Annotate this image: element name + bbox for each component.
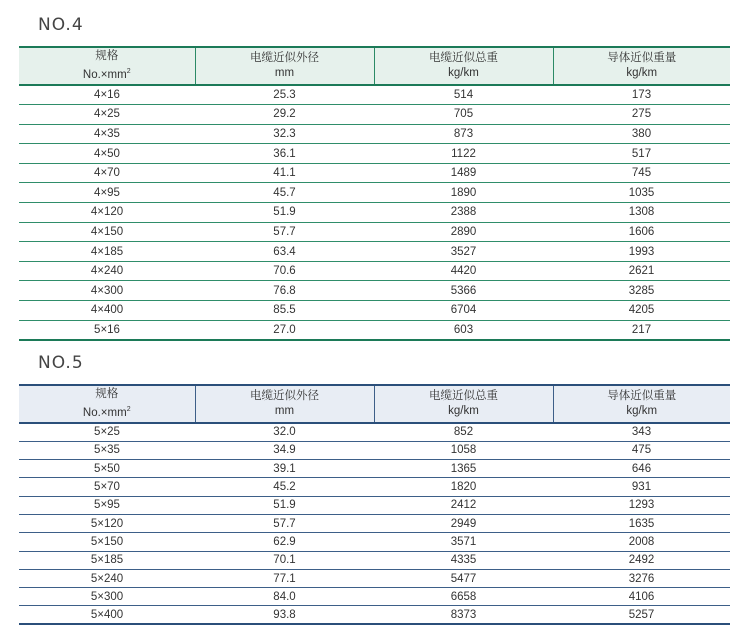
table-cell: 51.9 bbox=[273, 499, 296, 512]
table-cell: 4×185 bbox=[90, 245, 124, 258]
table-row bbox=[19, 183, 730, 203]
table-row bbox=[19, 551, 730, 569]
table-cell: 5×95 bbox=[94, 499, 120, 512]
table-cell: 1365 bbox=[450, 462, 477, 475]
table-cell: 5×150 bbox=[90, 535, 124, 548]
table-cell: 4×150 bbox=[90, 225, 124, 238]
unit-text: kg/km bbox=[448, 405, 479, 417]
table-row bbox=[19, 242, 730, 262]
table-row bbox=[19, 261, 730, 281]
column-header-unit bbox=[196, 404, 374, 419]
table-cell: 873 bbox=[453, 127, 474, 140]
table-cell: 4106 bbox=[628, 590, 655, 603]
table-cell: 4×300 bbox=[90, 284, 124, 297]
table-cell: 1890 bbox=[450, 186, 477, 199]
table-cell: 343 bbox=[631, 426, 652, 439]
table-cell: 27.0 bbox=[273, 323, 296, 336]
column-header-unit bbox=[375, 404, 553, 419]
table-cell: 4335 bbox=[450, 554, 477, 567]
table-cell: 931 bbox=[631, 481, 652, 494]
table-cell: 77.1 bbox=[273, 572, 296, 585]
table-cell: 1820 bbox=[450, 481, 477, 494]
table-row bbox=[19, 423, 730, 441]
table-cell: 4×25 bbox=[94, 108, 120, 121]
unit-text: No.×mm bbox=[82, 69, 127, 81]
column-header-title: 导体近似重量 bbox=[607, 390, 677, 402]
table-cell: 3285 bbox=[628, 284, 655, 297]
unit-text: kg/km bbox=[626, 405, 658, 417]
column-header bbox=[19, 47, 195, 85]
table-cell: 4×70 bbox=[94, 167, 120, 180]
table-row bbox=[19, 606, 730, 624]
unit-text: mm bbox=[274, 405, 295, 417]
table-cell: 4×240 bbox=[90, 265, 124, 278]
table-cell: 5×25 bbox=[94, 426, 120, 439]
table-cell: 2008 bbox=[628, 535, 655, 548]
table-row bbox=[19, 533, 730, 551]
table-cell: 1606 bbox=[628, 225, 655, 238]
table-cell: 5×400 bbox=[90, 608, 124, 621]
table-cell: 173 bbox=[631, 89, 652, 102]
table-cell: 5×70 bbox=[94, 481, 120, 494]
column-header-unit bbox=[19, 64, 195, 83]
table-cell: 5×240 bbox=[90, 572, 124, 585]
table-cell: 603 bbox=[453, 323, 474, 336]
table-cell: 63.4 bbox=[273, 245, 296, 258]
table-cell: 3276 bbox=[628, 572, 655, 585]
table-cell: 51.9 bbox=[273, 206, 296, 219]
table-cell: 4420 bbox=[450, 265, 477, 278]
table-cell: 1635 bbox=[628, 517, 655, 530]
table-body bbox=[19, 85, 730, 340]
table-cell: 34.9 bbox=[273, 444, 296, 457]
table-cell: 517 bbox=[631, 147, 652, 160]
spec-table-no5 bbox=[19, 384, 730, 625]
table-cell: 25.3 bbox=[273, 89, 296, 102]
table-cell: 1035 bbox=[628, 186, 655, 199]
table-cell: 745 bbox=[631, 167, 652, 180]
table-cell: 70.6 bbox=[273, 265, 296, 278]
table-cell: 8373 bbox=[450, 608, 477, 621]
table-cell: 57.7 bbox=[273, 517, 296, 530]
table-cell: 84.0 bbox=[273, 590, 296, 603]
table-row bbox=[19, 105, 730, 125]
table-cell: 45.7 bbox=[273, 186, 296, 199]
column-header bbox=[19, 385, 195, 423]
table-row bbox=[19, 85, 730, 105]
table-cell: 4×120 bbox=[90, 206, 124, 219]
table-row bbox=[19, 496, 730, 514]
table-cell: 2621 bbox=[628, 265, 655, 278]
table-cell: 76.8 bbox=[273, 284, 296, 297]
table-cell: 93.8 bbox=[273, 608, 296, 621]
table-cell: 852 bbox=[453, 426, 474, 439]
table-cell: 1122 bbox=[451, 147, 476, 160]
section-title-no5: NO.5 bbox=[38, 353, 84, 373]
table-row bbox=[19, 514, 730, 532]
table-row bbox=[19, 203, 730, 223]
table-cell: 4×400 bbox=[90, 304, 124, 317]
table-cell: 6658 bbox=[450, 590, 477, 603]
column-header-unit bbox=[19, 402, 195, 421]
table-cell: 2388 bbox=[450, 206, 477, 219]
column-header-unit bbox=[554, 404, 731, 419]
table-cell: 4×16 bbox=[94, 89, 120, 102]
table-cell: 4×35 bbox=[94, 127, 120, 140]
column-header bbox=[195, 47, 374, 85]
table-body bbox=[19, 423, 730, 624]
table-cell: 2412 bbox=[450, 499, 477, 512]
column-header bbox=[553, 47, 730, 85]
table-cell: 705 bbox=[453, 108, 474, 121]
table-cell: 4205 bbox=[628, 304, 655, 317]
table-cell: 32.3 bbox=[273, 127, 296, 140]
table-cell: 514 bbox=[453, 89, 474, 102]
column-header-title: 规格 bbox=[95, 388, 119, 400]
unit-superscript: 2 bbox=[126, 68, 131, 75]
column-header-unit bbox=[196, 66, 374, 81]
table-cell: 5×120 bbox=[90, 517, 124, 530]
column-header-title: 电缆近似总重 bbox=[429, 52, 498, 64]
table-row bbox=[19, 301, 730, 321]
table-cell: 1058 bbox=[450, 444, 477, 457]
table-row bbox=[19, 441, 730, 459]
table-row bbox=[19, 163, 730, 183]
table-cell: 2492 bbox=[628, 554, 655, 567]
column-header bbox=[195, 385, 374, 423]
table-cell: 39.1 bbox=[273, 462, 296, 475]
column-header-title: 规格 bbox=[95, 50, 119, 62]
table-row bbox=[19, 124, 730, 144]
column-header-title: 电缆近似外径 bbox=[250, 390, 319, 402]
unit-superscript: 2 bbox=[126, 406, 131, 413]
column-header bbox=[374, 47, 553, 85]
table-cell: 45.2 bbox=[273, 481, 296, 494]
table-cell: 475 bbox=[631, 444, 652, 457]
table-cell: 2949 bbox=[450, 517, 477, 530]
table-row bbox=[19, 569, 730, 587]
table-row bbox=[19, 478, 730, 496]
table-cell: 5477 bbox=[450, 572, 477, 585]
table-cell: 41.1 bbox=[273, 167, 296, 180]
section-title-no4: NO.4 bbox=[38, 15, 84, 35]
table-cell: 4×95 bbox=[94, 186, 120, 199]
table-cell: 3527 bbox=[450, 245, 477, 258]
table-cell: 646 bbox=[631, 462, 652, 475]
unit-text: kg/km bbox=[448, 67, 479, 79]
table-cell: 5×300 bbox=[90, 590, 124, 603]
table-row bbox=[19, 460, 730, 478]
table-cell: 5366 bbox=[450, 284, 477, 297]
column-header bbox=[553, 385, 730, 423]
table-cell: 1293 bbox=[628, 499, 655, 512]
table-cell: 5×50 bbox=[94, 462, 120, 475]
table-row bbox=[19, 588, 730, 606]
table-cell: 5257 bbox=[628, 608, 655, 621]
column-header-unit bbox=[554, 66, 731, 81]
unit-text: No.×mm bbox=[82, 407, 127, 419]
table-cell: 57.7 bbox=[273, 225, 296, 238]
table-cell: 6704 bbox=[450, 304, 477, 317]
table-cell: 1489 bbox=[450, 167, 477, 180]
table-cell: 1308 bbox=[628, 206, 655, 219]
column-header-title: 导体近似重量 bbox=[607, 52, 677, 64]
table-cell: 5×35 bbox=[94, 444, 120, 457]
table-row bbox=[19, 144, 730, 164]
table-row bbox=[19, 281, 730, 301]
table-cell: 380 bbox=[631, 127, 652, 140]
table-cell: 2890 bbox=[450, 225, 477, 238]
table-header bbox=[19, 47, 730, 85]
table-cell: 85.5 bbox=[273, 304, 296, 317]
table-cell: 217 bbox=[631, 323, 652, 336]
table-row bbox=[19, 222, 730, 242]
column-header-title: 电缆近似外径 bbox=[250, 52, 319, 64]
table-cell: 5×16 bbox=[94, 323, 120, 336]
table-cell: 1993 bbox=[628, 245, 655, 258]
column-header bbox=[374, 385, 553, 423]
table-cell: 5×185 bbox=[90, 554, 124, 567]
table-cell: 275 bbox=[631, 108, 652, 121]
unit-text: kg/km bbox=[626, 67, 658, 79]
column-header-title: 电缆近似总重 bbox=[429, 390, 498, 402]
table-row bbox=[19, 320, 730, 340]
table-cell: 29.2 bbox=[273, 108, 296, 121]
table-cell: 3571 bbox=[450, 535, 477, 548]
table-cell: 4×50 bbox=[94, 147, 120, 160]
table-cell: 70.1 bbox=[273, 554, 296, 567]
unit-text: mm bbox=[274, 67, 295, 79]
table-cell: 36.1 bbox=[273, 147, 296, 160]
table-header bbox=[19, 385, 730, 423]
table-cell: 32.0 bbox=[273, 426, 296, 439]
spec-table-no4 bbox=[19, 46, 730, 341]
column-header-unit bbox=[375, 66, 553, 81]
table-cell: 62.9 bbox=[273, 535, 296, 548]
